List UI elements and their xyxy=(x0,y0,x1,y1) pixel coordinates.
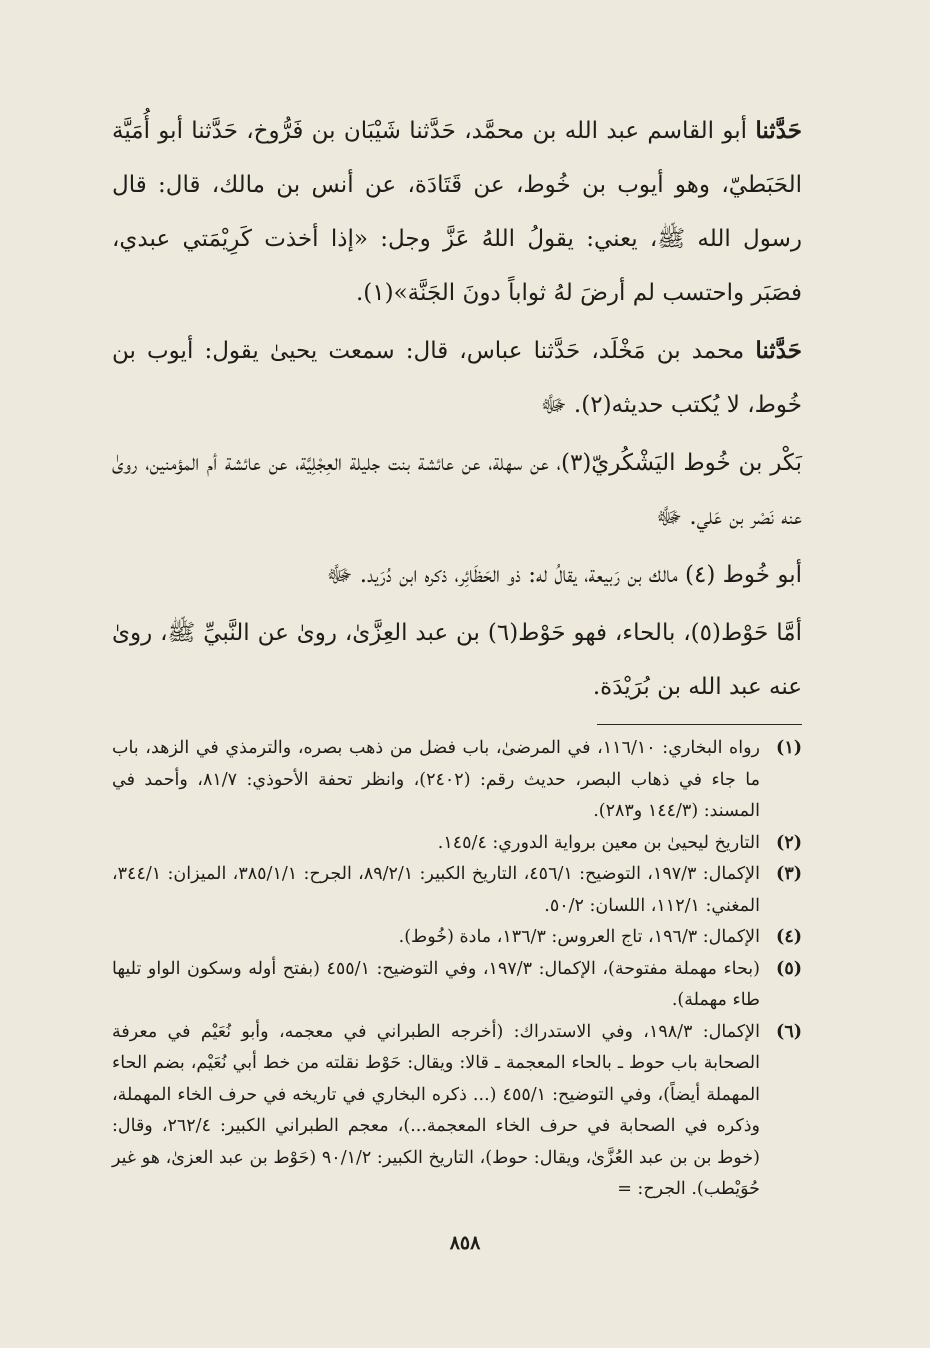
footnote-number: (٦) xyxy=(776,1021,802,1042)
page-number: ٨٥٨ xyxy=(449,1232,481,1254)
footnote-4 xyxy=(112,922,802,954)
footnote-6 xyxy=(112,1017,802,1206)
footnote-number: (٢) xyxy=(776,832,802,853)
paragraph-1 xyxy=(112,104,802,320)
footnote-text: رواه البخاري: ١١٦/١٠، في المرضىٰ، باب فضل من ذهب بصره، والترمذي في الزهد، باب ما جاء في ذهاب البصر، حديث رقم: (٢٤٠٢)، وانظر تحفة الأحوذي: ٨١/٧، وأحمد في المسند: (١٤٤/٣ و٢٨٣). xyxy=(112,738,760,821)
footnote-number: (٤) xyxy=(776,927,802,947)
footnote-text: التاريخ ليحيىٰ بن معين برواية الدوري: ١٤٥/٤. xyxy=(437,832,760,853)
paragraph-lead: حَدَّثنا xyxy=(755,117,802,144)
footnote-1 xyxy=(112,733,802,828)
paragraph-text: أمَّا حَوْط(٥)، بالحاء، فهو حَوْط(٦) بن عبد العِزَّىٰ، روىٰ عن النَّبيِّ ﷺ، روىٰ عنه عبد الله بن بُرَيْدَة. xyxy=(112,620,803,700)
footnote-number: (٥) xyxy=(776,958,802,979)
footnotes xyxy=(112,733,802,1206)
paragraph-lead: حَدَّثنا xyxy=(755,337,802,364)
footnote-3 xyxy=(112,859,802,922)
paragraph-5 xyxy=(112,606,802,714)
paragraph-text: محمد بن مَخْلَد، حَدَّثنا عباس، قال: سمعت يحيىٰ يقول: أيوب بن خُوط، لا يُكتب حديثه(٢). ﷻ xyxy=(112,338,802,418)
paragraph-3 xyxy=(112,436,802,544)
paragraph-text: بَكْر بن خُوط اليَشْكُريّ(٣)، عن سهلة، عن عائشة بنت جليلة العِجْلِيَّة، عن عائشة أم المؤمنين، روىٰ عنه نَصْر بن عَلي. ﷻ xyxy=(112,450,803,530)
main-text xyxy=(112,104,802,1206)
footnote-number: (٣) xyxy=(776,864,802,884)
paragraph-2 xyxy=(112,324,802,432)
footnote-text: الإكمال: ١٩٨/٣، وفي الاستدراك: (أخرجه الطبراني في معجمه، وأبو نُعَيْم في معرفة الصحابة باب حوط ـ بالحاء المعجمة ـ قالا: ويقال: حَوْط نقلته من خط أبي نُعَيْم، بضم الحاء المهملة أيضاً)، وفي التوضيح: ٤٥٥/١ (... ذكره البخاري في تاريخه في حرف الخاء المهملة، وذكره في الصحابة في حرف الخاء المعجمة...)، معجم الطبراني الكبير: ٢٦٢/٤، وقال: (خوط بن بن عبد العُزَّىٰ، ويقال: حوط)، التاريخ الكبير: ٩٠/١/٢ (حَوْط بن عبد العزىٰ، هو غير حُوَيْطب). الجرح: = xyxy=(112,1021,761,1199)
paragraph-4 xyxy=(112,548,802,602)
footnote-separator xyxy=(597,724,802,725)
footnote-text: الإكمال: ١٩٦/٣، تاج العروس: ١٣٦/٣، مادة (خُوط). xyxy=(398,927,760,947)
paragraph-text: أبو خُوط (٤) مالك بن رَبيعة، يقالُ له: ذو الحَظَائِر، ذكره ابن دُرَيد. ﷻ xyxy=(326,562,802,588)
footnote-2 xyxy=(112,828,802,860)
footnote-text: الإكمال: ١٩٧/٣، التوضيح: ٤٥٦/١، التاريخ الكبير: ٨٩/٢/١، الجرح: ٣٨٥/١/١، الميزان: ٣٤٤/١، المغني: ١١٢/١، اللسان: ٥٠/٢. xyxy=(112,864,761,916)
paragraph-text: أبو القاسم عبد الله بن محمَّد، حَدَّثنا شَيْبَان بن فَرُّوخ، حَدَّثنا أبو أُمَيَّة الحَبَطيّ، وهو أيوب بن خُوط، عن قَتَادَة، عن أنس بن مالك، قال: قال رسول الله ﷺ، يعني: يقولُ اللهُ عَزَّ وجل: «إذا أخذت كَرِيْمَتي عبدي، فصَبَر واحتسب لم أرضَ لهُ ثواباً دونَ الجَنَّة»(١). xyxy=(112,118,802,306)
footnote-number: (١) xyxy=(776,738,802,758)
footnote-5 xyxy=(112,954,802,1017)
footnote-text: (بحاء مهملة مفتوحة)، الإكمال: ١٩٧/٣، وفي التوضيح: ٤٥٥/١ (بفتح أوله وسكون الواو تليها طاء مهملة). xyxy=(112,958,761,1010)
